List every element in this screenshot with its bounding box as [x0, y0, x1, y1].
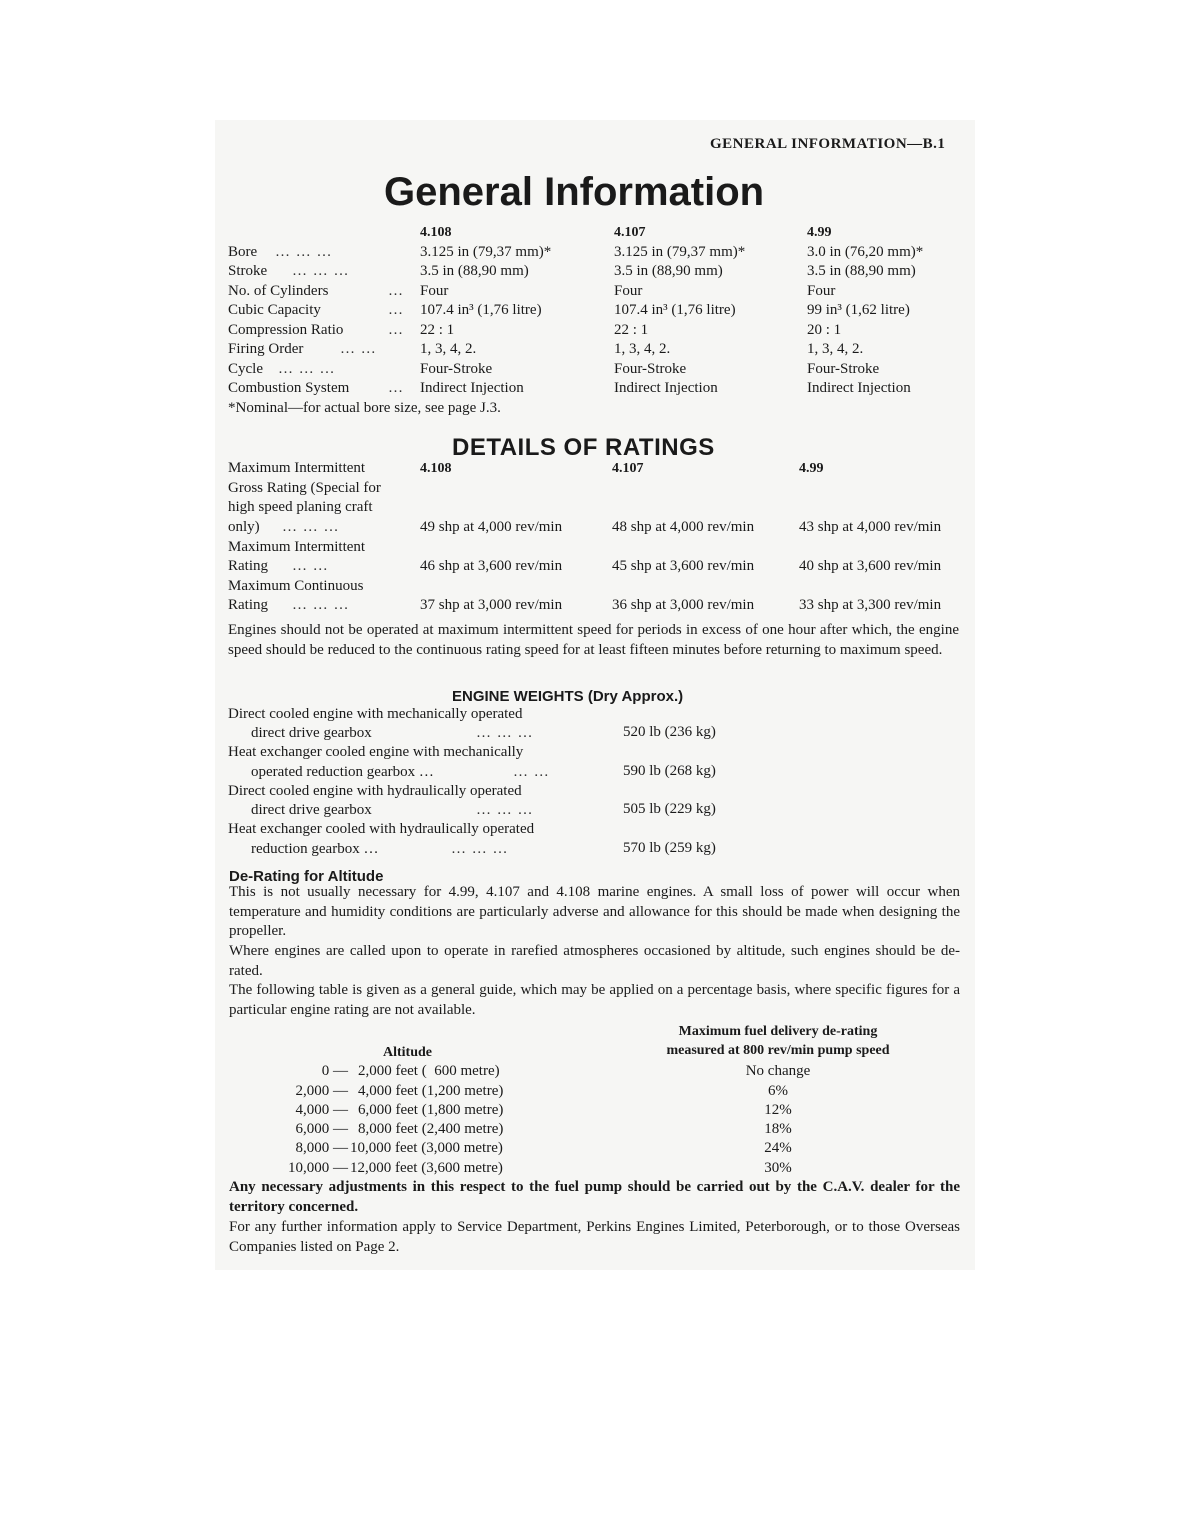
- ratings-dots: … … …: [292, 597, 350, 613]
- spec-label: Cubic Capacity: [228, 302, 321, 318]
- rating-value: 49 shp at 4,000 rev/min: [420, 519, 563, 535]
- spec-value: Four-Stroke: [420, 361, 493, 377]
- spec-label: Compression Ratio: [228, 322, 344, 338]
- weights-title-sub: (Dry Approx.): [587, 688, 684, 705]
- spec-value: 1, 3, 4, 2.: [420, 341, 477, 357]
- spec-value: 22 : 1: [614, 322, 649, 338]
- spec-label: Bore: [228, 244, 258, 260]
- running-head: GENERAL INFORMATION—B.1: [710, 136, 946, 152]
- ratings-label: Maximum Intermittent: [228, 460, 366, 476]
- derating-value: 12%: [764, 1102, 792, 1118]
- cav-note: Any necessary adjustments in this respect to the fuel pump should be carried out by the C.A.V. dealer for the territory concerned.: [229, 1179, 960, 1215]
- spec-value: Four: [420, 283, 449, 299]
- weight-value: 570 lb (259 kg): [623, 840, 716, 856]
- weight-dots: … …: [513, 764, 550, 780]
- spec-dots: … …: [340, 341, 377, 357]
- weight-line: operated reduction gearbox …: [251, 764, 434, 780]
- weight-line: Direct cooled engine with mechanically operated: [228, 706, 523, 722]
- spec-value: 20 : 1: [807, 322, 842, 338]
- altitude-to: 2,000 feet ( 600 metre): [358, 1063, 500, 1079]
- weight-value: 590 lb (268 kg): [623, 763, 716, 779]
- derating-value: No change: [745, 1063, 811, 1079]
- spec-value: 3.5 in (88,90 mm): [807, 263, 916, 279]
- weight-dots: … … …: [451, 841, 509, 857]
- ratings-col-head-4108: 4.108: [420, 461, 452, 476]
- weight-line: Direct cooled engine with hydraulically operated: [228, 783, 522, 799]
- weight-value: 520 lb (236 kg): [623, 724, 716, 740]
- altitude-from: 8,000 —: [295, 1140, 348, 1156]
- derating-col-head-1: Maximum fuel delivery de-rating: [678, 1024, 878, 1039]
- ratings-label: Maximum Continuous: [228, 578, 364, 594]
- derating-value: 24%: [764, 1140, 792, 1156]
- spec-label: Stroke: [228, 263, 268, 279]
- altitude-from: 0 —: [321, 1063, 348, 1079]
- spec-dots: … … …: [278, 361, 336, 377]
- rating-value: 46 shp at 3,600 rev/min: [420, 558, 563, 574]
- spec-value: Four: [807, 283, 836, 299]
- ratings-label: high speed planing craft: [228, 499, 373, 515]
- weight-line: direct drive gearbox: [251, 802, 372, 818]
- weight-line: direct drive gearbox: [251, 725, 372, 741]
- spec-dots: … … …: [275, 244, 333, 260]
- rating-value: 40 shp at 3,600 rev/min: [799, 558, 942, 574]
- spec-value: 107.4 in³ (1,76 litre): [420, 302, 542, 318]
- weights-title: [452, 688, 683, 705]
- ratings-label: Rating: [228, 558, 268, 574]
- altitude-to: 4,000 feet (1,200 metre): [358, 1083, 504, 1099]
- spec-value: 1, 3, 4, 2.: [614, 341, 671, 357]
- weight-dots: … … …: [476, 802, 534, 818]
- rating-value: 33 shp at 3,300 rev/min: [799, 597, 942, 613]
- derating-para-2: Where engines are called upon to operate in rarefied atmospheres occasioned by altitude, such engines should be de-rated.: [229, 943, 960, 979]
- spec-label: Combustion System: [228, 380, 350, 396]
- weight-line: Heat exchanger cooled with hydraulically operated: [228, 821, 535, 837]
- spec-value: Four-Stroke: [807, 361, 880, 377]
- spec-value: 3.0 in (76,20 mm)*: [807, 244, 924, 260]
- spec-value: 3.125 in (79,37 mm)*: [420, 244, 552, 260]
- rating-value: 36 shp at 3,000 rev/min: [612, 597, 755, 613]
- spec-value: 3.5 in (88,90 mm): [420, 263, 529, 279]
- spec-value: Indirect Injection: [614, 380, 718, 396]
- rating-value: 43 shp at 4,000 rev/min: [799, 519, 942, 535]
- altitude-to: 10,000 feet (3,000 metre): [350, 1140, 503, 1156]
- altitude-to: 8,000 feet (2,400 metre): [358, 1121, 504, 1137]
- weight-value: 505 lb (229 kg): [623, 801, 716, 817]
- ratings-col-head-499: 4.99: [799, 461, 824, 476]
- altitude-from: 6,000 —: [295, 1121, 348, 1137]
- page-title: General Information: [384, 170, 765, 214]
- ratings-dots: … … …: [282, 519, 340, 535]
- altitude-from: 10,000 —: [288, 1160, 348, 1176]
- weights-title-main: ENGINE WEIGHTS: [452, 688, 584, 705]
- spec-label: Cycle: [228, 361, 263, 377]
- ratings-label: Gross Rating (Special for: [228, 480, 381, 496]
- spec-value: 107.4 in³ (1,76 litre): [614, 302, 736, 318]
- spec-value: 1, 3, 4, 2.: [807, 341, 864, 357]
- spec-col-head-4107: 4.107: [614, 225, 646, 240]
- weight-dots: … … …: [476, 725, 534, 741]
- spec-footnote: *Nominal—for actual bore size, see page J.3.: [228, 400, 501, 416]
- rating-value: 45 shp at 3,600 rev/min: [612, 558, 755, 574]
- ratings-col-head-4107: 4.107: [612, 461, 644, 476]
- altitude-to: 6,000 feet (1,800 metre): [358, 1102, 504, 1118]
- spec-value: 22 : 1: [420, 322, 455, 338]
- derating-para-1: This is not usually necessary for 4.99, 4.107 and 4.108 marine engines. A small loss of power will occur when temperature and humidity conditions are particularly adverse and allowance for this should be made when designing the propeller.: [229, 884, 960, 939]
- rating-value: 37 shp at 3,000 rev/min: [420, 597, 563, 613]
- altitude-to: 12,000 feet (3,600 metre): [350, 1160, 503, 1176]
- spec-dots: …: [388, 302, 404, 318]
- spec-value: Four: [614, 283, 643, 299]
- spec-dots: …: [388, 380, 404, 396]
- spec-col-head-4108: 4.108: [420, 225, 452, 240]
- ratings-label: Maximum Intermittent: [228, 539, 366, 555]
- ratings-dots: … …: [292, 558, 329, 574]
- spec-value: 3.125 in (79,37 mm)*: [614, 244, 746, 260]
- ratings-label: Rating: [228, 597, 268, 613]
- derating-title: De-Rating for Altitude: [229, 868, 384, 885]
- spec-label: Firing Order: [228, 341, 304, 357]
- contact-note: For any further information apply to Service Department, Perkins Engines Limited, Peterborough, or to those Overseas Companies listed on Page 2.: [229, 1219, 960, 1255]
- weight-line: reduction gearbox …: [251, 841, 379, 857]
- altitude-col-head: Altitude: [383, 1045, 432, 1060]
- spec-dots: … … …: [292, 263, 350, 279]
- spec-label: No. of Cylinders: [228, 283, 329, 299]
- spec-value: Indirect Injection: [807, 380, 911, 396]
- weight-line: Heat exchanger cooled engine with mechanically: [228, 744, 524, 760]
- spec-value: 99 in³ (1,62 litre): [807, 302, 910, 318]
- derating-col-head-2: measured at 800 rev/min pump speed: [666, 1043, 890, 1058]
- spec-value: Four-Stroke: [614, 361, 687, 377]
- altitude-from: 2,000 —: [295, 1083, 348, 1099]
- spec-col-head-499: 4.99: [807, 225, 832, 240]
- ratings-title: DETAILS OF RATINGS: [452, 434, 715, 461]
- spec-dots: …: [388, 283, 404, 299]
- spec-value: 3.5 in (88,90 mm): [614, 263, 723, 279]
- rating-value: 48 shp at 4,000 rev/min: [612, 519, 755, 535]
- derating-value: 18%: [764, 1121, 792, 1137]
- altitude-from: 4,000 —: [295, 1102, 348, 1118]
- derating-para-3: The following table is given as a general guide, which may be applied on a percentage basis, where specific figures for a particular engine rating are not available.: [229, 982, 960, 1018]
- derating-value: 30%: [764, 1160, 792, 1176]
- ratings-label: only): [228, 519, 260, 535]
- spec-value: Indirect Injection: [420, 380, 524, 396]
- spec-dots: …: [388, 322, 404, 338]
- derating-value: 6%: [768, 1083, 788, 1099]
- ratings-note: Engines should not be operated at maximum intermittent speed for periods in excess of one hour after which, the engine speed should be reduced to the continuous rating speed for at least fifteen minutes before returning to maximum speed.: [228, 622, 959, 658]
